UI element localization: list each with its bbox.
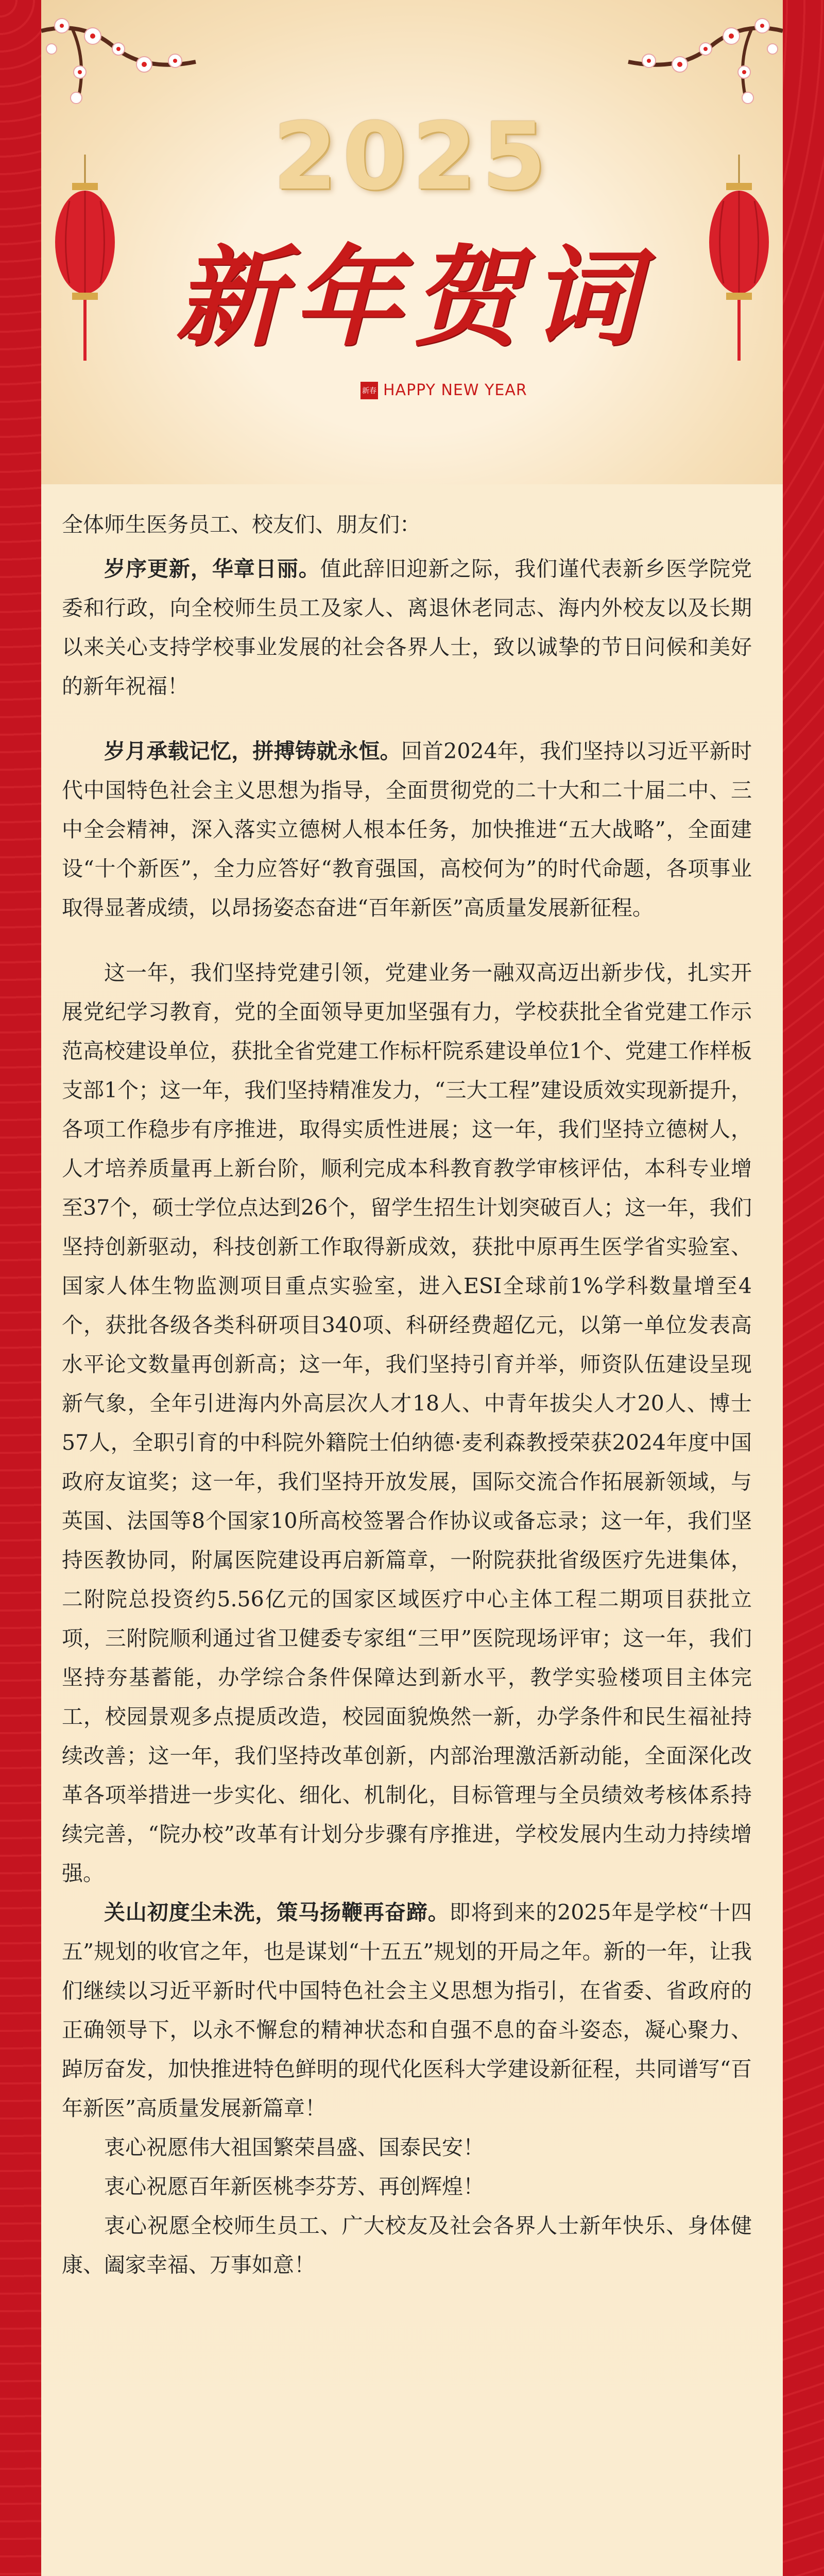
- red-seal: 新春: [360, 382, 378, 399]
- salutation: 全体师生医务员工、校友们、朋友们：: [62, 512, 421, 537]
- paragraph-achievements: [62, 953, 752, 1893]
- paragraph-lead: 关山初度尘未洗，策马扬鞭再奋蹄。: [104, 1900, 450, 1925]
- letter-body: [62, 505, 752, 2284]
- paragraph-text: 即将到来的2025年是学校“十四五”规划的收官之年，也是谋划“十五五”规划的开局之年。新的一年，让我们继续以习近平新时代中国特色社会主义思想为指引，在省委、省政府的正确领导下，以永不懈怠的精神状态和自强不息的奋斗姿态，凝心聚力、踔厉奋发，加快推进特色鲜明的现代化医科大学建设新征程，共同谱写“百年新医”高质量发展新篇章！: [62, 1900, 752, 2121]
- banner-header: [41, 0, 783, 484]
- subtitle-english: HAPPY NEW YEAR: [383, 381, 527, 399]
- wish-country: 衷心祝愿伟大祖国繁荣昌盛、国泰民安！: [104, 2135, 484, 2160]
- paragraph-greeting: [62, 549, 752, 706]
- paragraph-review: [62, 732, 752, 927]
- paragraph-lead: 岁月承载记忆，拼搏铸就永恒。: [104, 739, 401, 764]
- subtitle-row: [360, 381, 527, 399]
- wish-university: 衷心祝愿百年新医桃李芬芳、再创辉煌！: [104, 2174, 484, 2199]
- paragraph-lead: 岁序更新，华章日丽。: [104, 556, 320, 581]
- wish-everyone: 衷心祝愿全校师生员工、广大校友及社会各界人士新年快乐、身体健康、阖家幸福、万事如意！: [62, 2213, 752, 2277]
- paragraph-text: 这一年，我们坚持党建引领，党建业务一融双高迈出新步伐，扎实开展党纪学习教育，党的全面领导更加坚强有力，学校获批全省党建工作示范高校建设单位，获批全省党建工作标杆院系建设单位1个、党建工作样板支部1个；这一年，我们坚持精准发力，“三大工程”建设质效实现新提升，各项工作稳步有序推进，取得实质性进展；这一年，我们坚持立德树人，人才培养质量再上新台阶，顺利完成本科教育教学审核评估，本科专业增至37个，硕士学位点达到26个，留学生招生计划突破百人；这一年，我们坚持创新驱动，科技创新工作取得新成效，获批中原再生医学省实验室、国家人体生物监测项目重点实验室，进入ESI全球前1%学科数量增至4个，获批各级各类科研项目340项、科研经费超亿元，以第一单位发表高水平论文数量再创新高；这一年，我们坚持引育并举，师资队伍建设呈现新气象，全年引进海内外高层次人才18人、中青年拔尖人才20人、博士57人，全职引育的中科院外籍院士伯纳德·麦利森教授荣获2024年度中国政府友谊奖；这一年，我们坚持开放发展，国际交流合作拓展新领域，与英国、法国等8个国家10所高校签署合作协议或备忘录；这一年，我们坚持医教协同，附属医院建设再启新篇章，一附院获批省级医疗先进集体，二附院总投资约5.56亿元的国家区域医疗中心主体工程二期项目获批立项，三附院顺利通过省卫健委专家组“三甲”医院现场评审；这一年，我们坚持夯基蓄能，办学综合条件保障达到新水平，教学实验楼项目主体完工，校园景观多点提质改造，校园面貌焕然一新，办学条件和民生福祉持续改善；这一年，我们坚持改革创新，内部治理激活新动能，全面深化改革各项举措进一步实化、细化、机制化，目标管理与全员绩效考核体系持续完善，“院办校”改革有计划分步骤有序推进，学校发展内生动力持续增强。: [62, 960, 752, 1886]
- page-title: 新年贺词: [175, 234, 649, 361]
- year-heading: 2025: [272, 103, 552, 211]
- paragraph-text: 回首2024年，我们坚持以习近平新时代中国特色社会主义思想为指导，全面贯彻党的二十大和二十届二中、三中全会精神，深入落实立德树人根本任务，加快推进“五大战略”，全面建设“十个新医”，全力应答好“教育强国，高校何为”的时代命题，各项事业取得显著成绩，以昂扬姿态奋进“百年新医”高质量发展新征程。: [62, 739, 752, 920]
- paragraph-text: 值此辞旧迎新之际，我们谨代表新乡医学院党委和行政，向全校师生员工及家人、离退休老同志、海内外校友以及长期以来关心支持学校事业发展的社会各界人士，致以诚挚的节日问候和美好的新年祝福！: [62, 556, 752, 699]
- paragraph-outlook: [62, 1893, 752, 2128]
